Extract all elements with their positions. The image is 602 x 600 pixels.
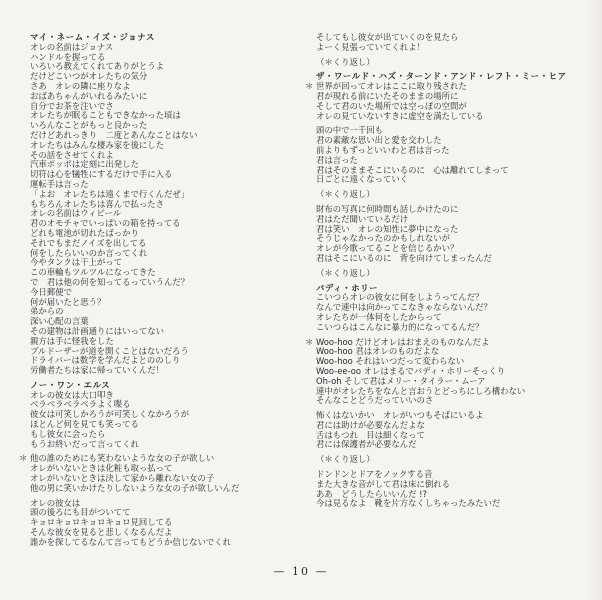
lyric-text: いろんなことがもっと良かった	[30, 120, 148, 131]
lyric-text: 君はそこにいるのに 背を向けてしまったんだ	[316, 252, 492, 263]
lyric-line	[316, 112, 596, 122]
lyric-text: ほとんど何を見ても笑ってる	[30, 419, 139, 430]
lyric-text: 他の誰のためにも笑わないような女の子が欲しい	[30, 453, 215, 464]
lyric-text: また大きな音がして君は床に倒れる	[316, 478, 450, 489]
lyric-text: オレがいないときは化粧も取っ払って	[30, 463, 173, 474]
lyric-text: 切符は心を犠牲にするだけで手に入る	[30, 169, 173, 180]
lyric-line	[316, 396, 596, 406]
lyric-text: 労働者たちは家に帰っていくんだ！	[30, 365, 164, 376]
song-title: マイ・ネーム・イズ・ジョナス	[30, 32, 155, 42]
lyric-text: どれも電池が切れたばっかり	[30, 227, 139, 238]
song-title: ノー・ワン・エルス	[30, 379, 111, 390]
lyric-text: 君は笑い オレの知性に夢中になった	[316, 223, 459, 234]
lyric-stanza	[316, 269, 596, 279]
lyric-line	[316, 499, 596, 509]
lyric-line	[316, 43, 596, 53]
lyric-text: オレの名前はウィビール	[30, 208, 122, 219]
lyrics-column-right	[305, 32, 596, 514]
lyric-line	[30, 440, 300, 450]
lyric-stanza	[316, 126, 596, 185]
lyric-text: だけどこいつがオレたちの気分	[30, 71, 148, 82]
lyric-stanza	[316, 205, 596, 264]
lyric-stanza	[30, 43, 300, 376]
lyric-line	[316, 455, 596, 465]
lyric-text: 親方は手に怪我をした	[30, 335, 114, 346]
lyric-stanza	[316, 33, 596, 53]
lyric-text: その話をさせてくれよ	[30, 149, 114, 160]
page-number: — 10 —	[273, 565, 329, 578]
lyric-text: もし彼女に会ったら	[30, 428, 106, 439]
lyric-text: 彼女は可笑しかろうが可笑しくなかろうが	[30, 409, 190, 420]
lyric-text: なんで連中は向かってこなきゃならないんだ？	[316, 302, 492, 313]
lyric-text: オレがいないときは決して家から離れない女の子	[30, 473, 215, 484]
lyric-text: もちろんオレたちは喜んで払ったさ	[30, 198, 164, 209]
lyric-text: 君は言った	[316, 154, 358, 165]
lyric-text: 君のオモチャでいっぱいの箱を持ってる	[30, 218, 181, 229]
lyric-line	[316, 269, 596, 279]
lyric-text: ブルドーザーが道を開くことはないだろう	[30, 345, 189, 356]
lyric-text: 君には保護者が必要なんだ	[316, 439, 417, 450]
lyric-text: そして君のいた場所では空っぽの空間が	[316, 100, 467, 111]
song-section	[316, 33, 596, 67]
lyric-stanza	[316, 293, 596, 332]
lyric-text: 舌はもつれ 目は細くなって	[316, 429, 425, 440]
lyric-line	[316, 146, 596, 156]
lyric-text: オレたちはみんな棲み家を後にした	[30, 139, 164, 150]
lyric-text: 深い心配の言葉	[30, 316, 89, 327]
chorus-asterisk-icon: ＊	[19, 453, 28, 464]
lyric-text: 君には助けが必要なんだよな	[316, 419, 425, 430]
lyric-line	[30, 298, 300, 308]
lyric-text: もうお終いだって言ってくれ	[30, 438, 139, 449]
lyric-text: こいつらはこんなに暴力的になってるんだ？	[316, 321, 484, 332]
lyric-stanza	[316, 455, 596, 465]
lyric-text: そんなことどうだっていいのさ	[316, 395, 434, 406]
lyric-text: 日ごとに遠くなっていく	[316, 174, 409, 185]
lyric-text: ああ どうしたらいいんだ !?	[316, 488, 427, 499]
lyric-text: 何をしたらいいのか言ってくれ	[30, 247, 148, 258]
lyric-text: そんな彼女を見ると悲しくなるんだよ	[30, 527, 173, 538]
lyric-text: （＊くり返し）	[316, 267, 375, 278]
lyric-text: 君の素敵な思い出と愛を交わした	[316, 135, 442, 146]
lyric-stanza	[305, 81, 596, 121]
lyric-line	[30, 366, 300, 376]
lyrics-column-left	[19, 32, 300, 553]
lyric-text: Woo-hoo だけどオレはおまえのものなんだよ	[316, 336, 490, 347]
lyric-text: 連中がオレたちをなんと言おうとどっちにしろ構わない	[316, 385, 526, 396]
lyric-text: それでもまだノイズを出してる	[30, 237, 147, 248]
lyric-stanza	[316, 58, 596, 68]
lyric-text: オレの名前はジョナス	[30, 41, 114, 52]
lyric-text: よーく見張っていてくれよ！	[316, 41, 425, 52]
lyric-text: そしてもし彼女が出ていくのを見たら	[316, 32, 459, 42]
lyric-text: そうじゃなかったのかもしれないが	[316, 233, 450, 244]
chorus-asterisk-icon: ＊	[305, 336, 314, 347]
lyric-text: Oh-oh そして君はメリー・タイラー・ムーア	[316, 375, 486, 386]
lyric-text: 君が現れる前にいたそのままの場所に	[316, 90, 459, 101]
lyric-text: 弟からの	[30, 306, 64, 317]
lyric-stanza	[19, 453, 300, 493]
lyric-text: この車輪もツルツルになってきた	[30, 267, 156, 278]
lyric-text: 君はそのままそこにいるのに 心は離れてしまって	[316, 164, 509, 175]
lyric-text: で 君は他の何を知ってるっていうんだ？	[30, 276, 190, 287]
lyric-text: 今やタンクは干上がって	[30, 257, 122, 268]
lyric-line	[316, 190, 596, 200]
lyric-text: 何が届いたと思う？	[30, 296, 106, 307]
lyric-text: 財布の写真に何時間も話しかけたのに	[316, 203, 459, 214]
lyric-text: さあ オレの隣に座りなよ	[30, 80, 131, 91]
lyric-text: 誰かを探してるなんて言ってもどうか信じないでくれ	[30, 536, 231, 547]
lyric-text: Woo-hoo 君はオレのものだよな	[316, 346, 440, 357]
lyric-text: オレの見ていないすきに虚空を満たしている	[316, 110, 484, 121]
lyric-stanza	[316, 411, 596, 450]
lyric-stanza	[30, 499, 300, 548]
chorus-asterisk-icon: ＊	[305, 81, 314, 92]
lyric-text: オレの彼女は	[30, 497, 81, 508]
lyric-text: ベラベラベラベラよく喋る	[30, 399, 131, 410]
lyric-text: 頭の中で一千回も	[316, 125, 383, 136]
lyric-line	[316, 175, 596, 185]
lyric-text: 自分でお茶を注いでさ	[30, 100, 114, 111]
lyric-text: （＊くり返し）	[316, 454, 375, 465]
lyric-text: オレたちが眠ることもできなかった頃は	[30, 110, 181, 121]
lyric-stanza	[316, 190, 596, 200]
lyric-text: 今日郵便で	[30, 286, 72, 297]
lyric-text: その建物は計画通りにはいってない	[30, 325, 164, 336]
lyric-text: 他の男に笑いかけたりしないような女の子が欲しいんだ	[30, 482, 240, 493]
lyric-text: 世界が回ってオレはここに取り残された	[316, 81, 467, 92]
lyric-text: オレの彼女は大口叩き	[30, 389, 114, 400]
lyric-line	[30, 538, 300, 548]
lyric-text: こいつらオレの彼女に何をしようってんだ？	[316, 292, 484, 303]
lyric-line	[316, 440, 596, 450]
lyric-text: だけどあれっきり 二度とあんなことはない	[30, 129, 198, 140]
lyric-text: ドライバーは数学を学んだよとののしり	[30, 355, 181, 366]
lyric-stanza	[30, 391, 300, 450]
lyric-text: 頭の後ろにも目がついてて	[30, 507, 131, 518]
song-title: バディ・ホリー	[316, 282, 379, 293]
song-title: ザ・ワールド・ハズ・ターンド・アンド・レフト・ミー・ヒア	[316, 71, 567, 82]
lyric-text: いろいろ教えてくれてありがとうよ	[30, 61, 164, 72]
lyric-line	[316, 323, 596, 333]
lyric-text: ハンドルを握ってる	[30, 51, 106, 62]
lyric-text: 「よお オレたちは遠くまで行くんだぜ」	[30, 188, 190, 199]
lyric-text: 運転手は言った	[30, 178, 89, 189]
lyric-line	[316, 254, 596, 264]
lyric-text: （＊くり返し）	[316, 189, 375, 200]
song-section	[305, 71, 596, 278]
lyric-line	[30, 484, 300, 494]
lyric-stanza	[305, 336, 596, 407]
lyric-text: キョロキョロキョロキョロ見回してる	[30, 517, 173, 528]
lyric-text: 前よりもずっといいわと君は言った	[316, 144, 450, 155]
song-section	[19, 379, 300, 548]
song-section	[305, 282, 596, 510]
lyric-line	[316, 58, 596, 68]
lyric-text: 今は見るなよ 靴を片方なくしちゃったみたいだ	[316, 498, 501, 509]
lyric-text: （＊くり返し）	[316, 56, 375, 67]
lyric-text: 君はただ聞いているだけ	[316, 213, 409, 224]
lyric-text: おばあちゃんがいれるみたいに	[30, 90, 148, 101]
lyric-text: 怖くはないかい オレがいつもそばにいるよ	[316, 410, 484, 421]
lyric-text: オレたちが一体何をしたからって	[316, 311, 442, 322]
lyric-stanza	[316, 470, 596, 509]
lyric-text: ドンドンとドアをノックする音	[316, 469, 433, 480]
lyric-text: オレが今歌ってることを信じるかい？	[316, 243, 459, 254]
song-section	[30, 33, 300, 376]
lyric-text: 汽車ポッポは定刻に出発した	[30, 159, 139, 170]
lyric-text: Woo-ee-oo オレはまるでバディ・ホリーそっくり	[316, 365, 506, 376]
lyric-text: Woo-hoo それはいつだって変わらない	[316, 356, 465, 367]
